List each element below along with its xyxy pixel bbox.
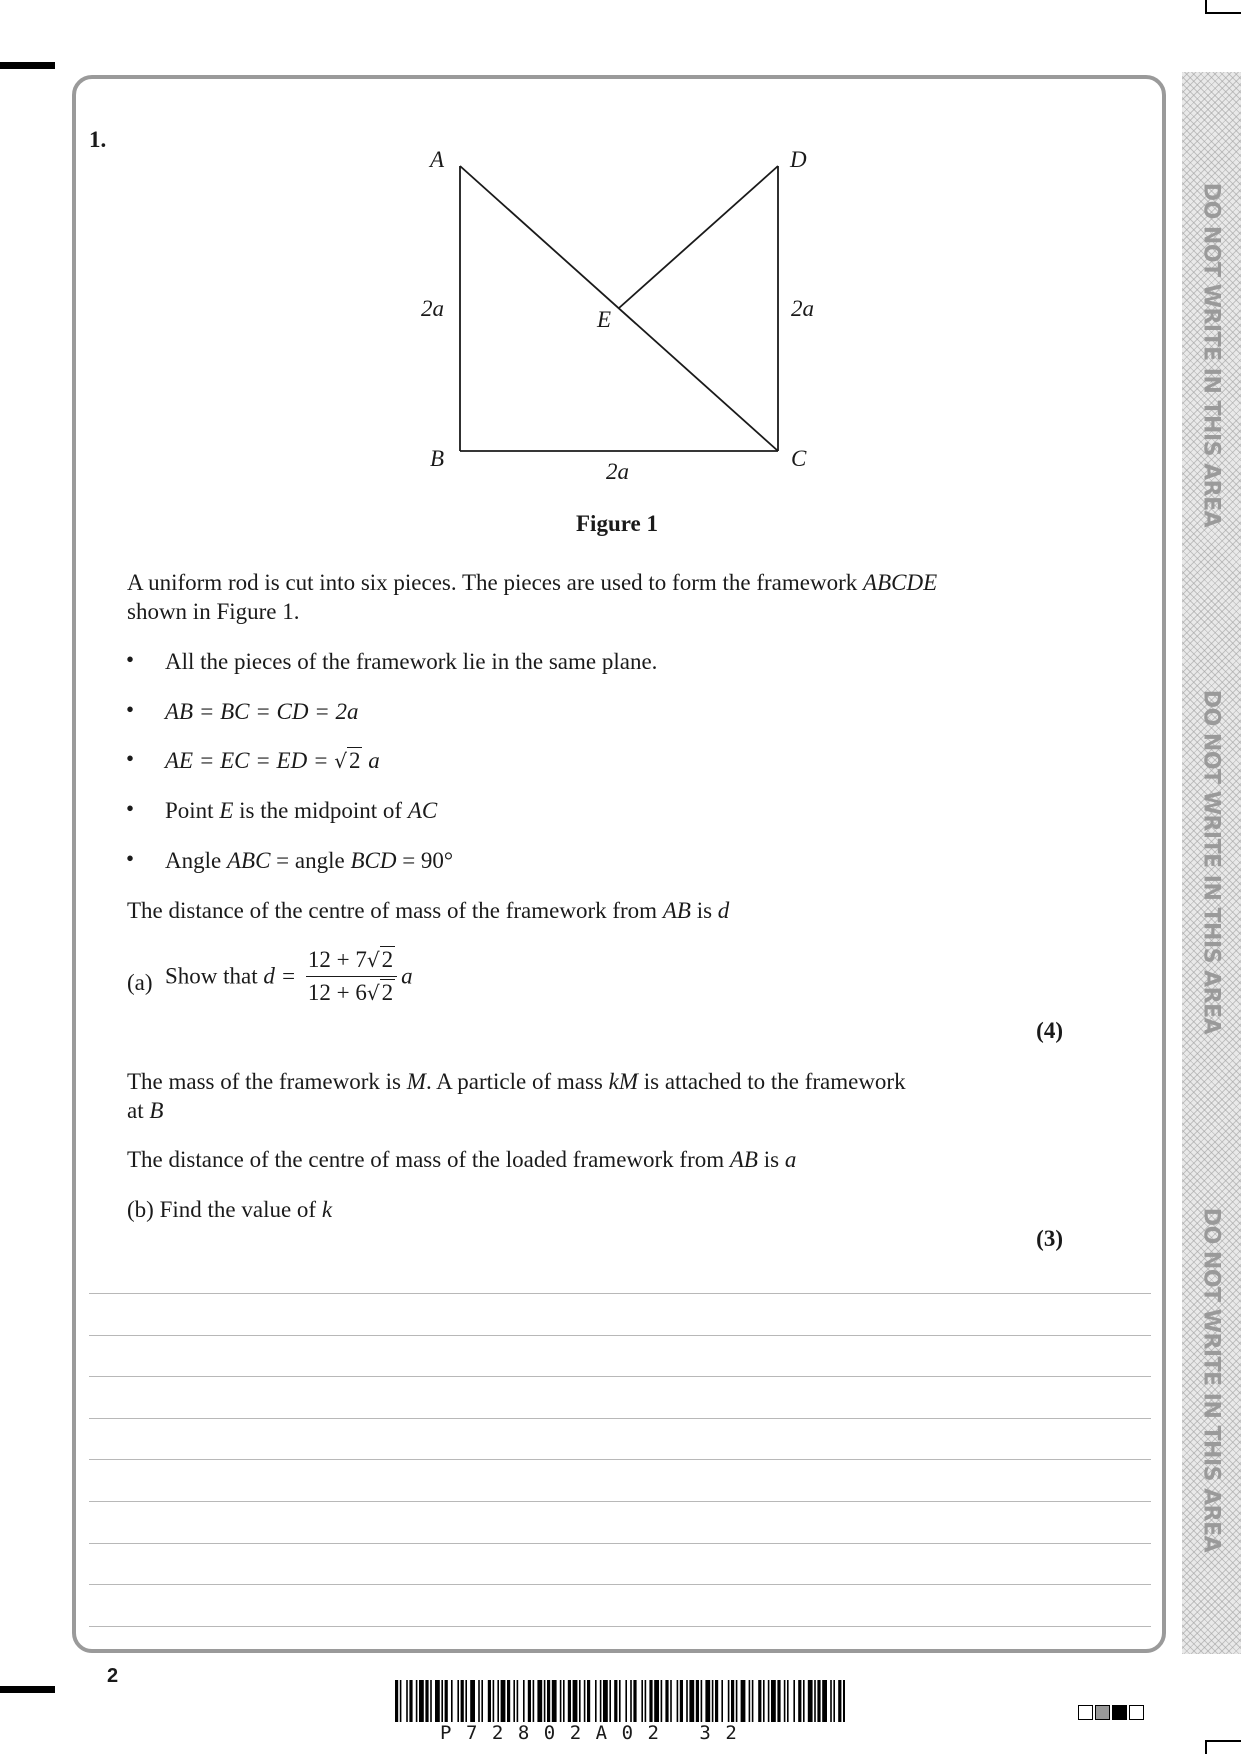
barcode-bar <box>649 1680 652 1722</box>
barcode-bar <box>771 1680 776 1722</box>
page-indicator-boxes <box>1078 1705 1146 1725</box>
bullet-marker: • <box>126 846 135 871</box>
crop-mark-bottom <box>1205 1740 1207 1754</box>
barcode-bar <box>517 1680 519 1722</box>
barcode-bar <box>416 1680 418 1722</box>
barcode-bar <box>533 1680 535 1722</box>
answer-line[interactable] <box>89 1376 1151 1377</box>
barcode-bar <box>406 1680 408 1722</box>
barcode-bar <box>696 1680 699 1722</box>
barcode-bar <box>457 1680 459 1722</box>
sqrt-sign-icon: √ <box>334 749 347 773</box>
barcode-bar <box>741 1680 746 1722</box>
loaded-distance-statement: The distance of the centre of mass of the loaded framework from AB is a <box>127 1147 797 1172</box>
barcode-bar <box>528 1680 531 1722</box>
barcode-bar <box>513 1680 515 1722</box>
barcode-bar <box>461 1680 464 1722</box>
barcode-bar <box>409 1680 412 1722</box>
barcode-bar <box>537 1680 542 1722</box>
barcode-bar <box>470 1680 475 1722</box>
bullet-diagonals: AE = EC = ED = √2 a <box>165 748 380 773</box>
crop-mark-bottom <box>1205 1740 1241 1742</box>
barcode <box>395 1680 845 1722</box>
figure-caption: Figure 1 <box>576 511 658 536</box>
barcode-bar <box>705 1680 710 1722</box>
indicator-box-grey <box>1095 1705 1110 1720</box>
barcode-bar <box>465 1680 467 1722</box>
barcode-bar <box>768 1680 770 1722</box>
barcode-bar <box>817 1680 820 1722</box>
barcode-bar <box>661 1680 663 1722</box>
barcode-bar <box>843 1680 845 1722</box>
barcode-bar <box>630 1680 632 1722</box>
barcode-bar <box>573 1680 578 1722</box>
barcode-bar <box>603 1680 608 1722</box>
barcode-bar <box>563 1680 565 1722</box>
barcode-bar <box>560 1680 562 1722</box>
answer-line[interactable] <box>89 1293 1151 1294</box>
barcode-bar <box>451 1680 453 1722</box>
bullet-marker: • <box>126 746 135 771</box>
barcode-bar <box>665 1680 668 1722</box>
intro-line-1: A uniform rod is cut into six pieces. The pieces are used to form the framework ABCDE <box>127 570 938 595</box>
barcode-bar <box>497 1680 499 1722</box>
barcode-bar <box>441 1680 443 1722</box>
part-a-label: (a) <box>127 970 153 995</box>
barcode-bar <box>493 1680 495 1722</box>
barcode-bar <box>547 1680 550 1722</box>
barcode-bar <box>830 1680 832 1722</box>
do-not-write-label: DO NOT WRITE IN THIS AREA <box>1198 689 1224 1035</box>
barcode-bar <box>544 1680 546 1722</box>
bullet-marker: • <box>126 697 135 722</box>
bullet-angles: Angle ABC = angle BCD = 90° <box>165 848 454 873</box>
point-c-label: C <box>791 446 807 471</box>
answer-line[interactable] <box>89 1584 1151 1585</box>
barcode-bar <box>614 1680 617 1722</box>
barcode-bar <box>641 1680 643 1722</box>
barcode-bar <box>777 1680 780 1722</box>
mass-statement-line-1: The mass of the framework is M. A particle of mass kM is attached to the framework <box>127 1069 906 1094</box>
barcode-bar <box>728 1680 730 1722</box>
answer-line[interactable] <box>89 1501 1151 1502</box>
barcode-bar <box>712 1680 714 1722</box>
barcode-bar <box>425 1680 428 1722</box>
distance-statement: The distance of the centre of mass of the framework from AB is d <box>127 898 730 923</box>
indicator-box-empty <box>1129 1705 1144 1720</box>
barcode-bar <box>395 1680 398 1722</box>
barcode-bar <box>419 1680 424 1722</box>
fraction: $\frac{12 + 7√2}{12 + 6√2}$ <box>306 947 397 1006</box>
barcode-bar <box>488 1680 491 1722</box>
barcode-bar <box>763 1680 765 1722</box>
barcode-bar <box>609 1680 611 1722</box>
bullet-marker: • <box>126 647 135 672</box>
length-bc-label: 2a <box>606 459 629 484</box>
answer-line[interactable] <box>89 1335 1151 1336</box>
indicator-box-filled <box>1112 1705 1127 1720</box>
barcode-bar <box>579 1680 581 1722</box>
bullet-midpoint: Point E is the midpoint of AC <box>165 798 438 823</box>
intro-line-2: shown in Figure 1. <box>127 599 300 624</box>
barcode-bar <box>808 1680 813 1722</box>
barcode-bar <box>758 1680 761 1722</box>
point-a-label: A <box>430 147 445 172</box>
barcode-bar <box>736 1680 738 1722</box>
barcode-bar <box>787 1680 789 1722</box>
barcode-bar <box>814 1680 816 1722</box>
part-b-marks: (3) <box>1036 1226 1063 1251</box>
barcode-bar <box>507 1680 510 1722</box>
barcode-bar <box>749 1680 751 1722</box>
barcode-bar <box>752 1680 754 1722</box>
barcode-bar <box>721 1680 723 1722</box>
barcode-bar <box>731 1680 734 1722</box>
barcode-text: P72802A02 32 <box>440 1722 752 1744</box>
barcode-bar <box>822 1680 827 1722</box>
page-number: 2 <box>107 1665 119 1687</box>
length-ab-label: 2a <box>421 296 444 321</box>
barcode-bar <box>686 1680 688 1722</box>
barcode-bar <box>445 1680 448 1722</box>
barcode-bar <box>587 1680 590 1722</box>
barcode-bar <box>689 1680 694 1722</box>
barcode-bar <box>677 1680 679 1722</box>
answer-line[interactable] <box>89 1543 1151 1544</box>
barcode-bar <box>595 1680 597 1722</box>
point-d-label: D <box>790 147 807 172</box>
barcode-bar <box>625 1680 627 1722</box>
part-b-prompt: (b) Find the value of k <box>127 1197 333 1222</box>
barcode-bar <box>670 1680 672 1722</box>
barcode-bar <box>645 1680 647 1722</box>
bullet-marker: • <box>126 796 135 821</box>
part-a-prompt: Show that d = $\frac{12 + 7√2}{12 + 6√2}$ a <box>165 947 413 1005</box>
indicator-box-empty <box>1078 1705 1093 1720</box>
point-e-label: E <box>597 307 612 332</box>
barcode-bar <box>798 1680 801 1722</box>
point-b-label: B <box>430 446 445 471</box>
answer-line[interactable] <box>89 1418 1151 1419</box>
barcode-bar <box>478 1680 480 1722</box>
part-a-marks: (4) <box>1036 1018 1063 1043</box>
barcode-bar <box>715 1680 718 1722</box>
barcode-bar <box>523 1680 525 1722</box>
barcode-bar <box>600 1680 602 1722</box>
barcode-bar <box>803 1680 805 1722</box>
bullet-lengths: AB = BC = CD = 2a <box>165 699 359 724</box>
barcode-bar <box>552 1680 557 1722</box>
barcode-bar <box>430 1680 432 1722</box>
barcode-bar <box>568 1680 571 1722</box>
barcode-bar <box>680 1680 683 1722</box>
length-cd-label: 2a <box>791 296 814 321</box>
barcode-bar <box>793 1680 795 1722</box>
framework-diagram <box>0 0 1241 520</box>
barcode-bar <box>400 1680 402 1722</box>
barcode-bar <box>833 1680 835 1722</box>
barcode-bar <box>584 1680 586 1722</box>
barcode-bar <box>435 1680 440 1722</box>
barcode-bar <box>633 1680 636 1722</box>
barcode-bar <box>784 1680 786 1722</box>
barcode-bar <box>701 1680 703 1722</box>
mass-statement-line-2: at B <box>127 1098 164 1123</box>
bullet-same-plane: All the pieces of the framework lie in the same plane. <box>165 649 658 674</box>
question-number: 1. <box>89 127 107 152</box>
answer-line[interactable] <box>89 1459 1151 1460</box>
do-not-write-label: DO NOT WRITE IN THIS AREA <box>1198 1207 1224 1553</box>
do-not-write-label: DO NOT WRITE IN THIS AREA <box>1198 182 1224 528</box>
barcode-bar <box>654 1680 659 1722</box>
barcode-bar <box>838 1680 841 1722</box>
barcode-bar <box>501 1680 506 1722</box>
answer-line[interactable] <box>89 1626 1151 1627</box>
rod-ed <box>619 166 778 308</box>
barcode-bar <box>481 1680 483 1722</box>
registration-mark-bottom <box>0 1686 55 1693</box>
barcode-bar <box>619 1680 621 1722</box>
